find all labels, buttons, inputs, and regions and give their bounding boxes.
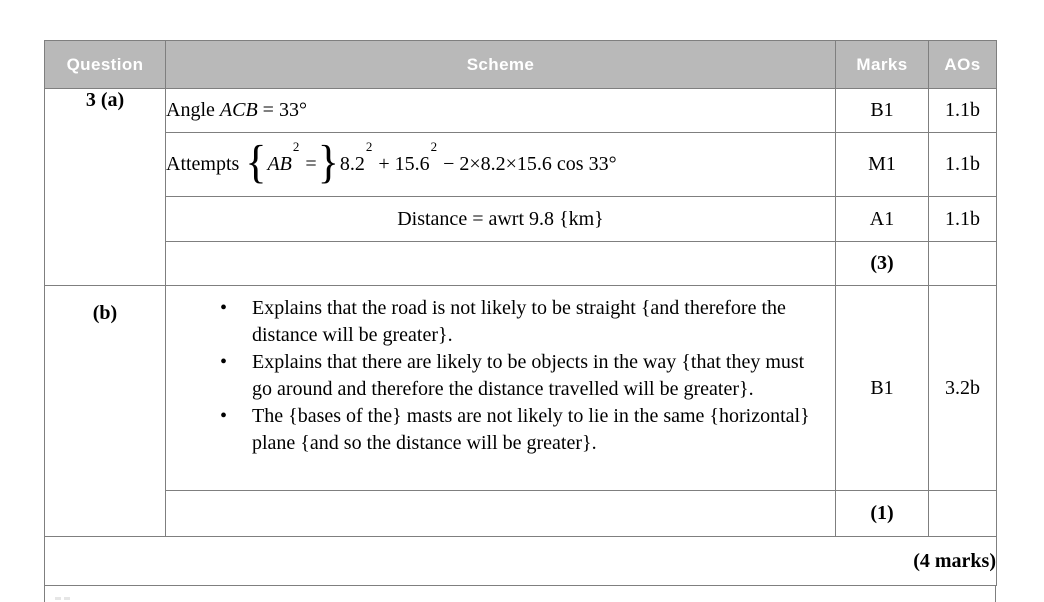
next-row-clipped	[44, 586, 996, 602]
header-aos: AOs	[929, 41, 997, 89]
ao-attempts: 1.1b	[929, 133, 997, 197]
header-row	[45, 41, 997, 89]
formula-term-1: 8.2	[339, 153, 365, 175]
row-angle	[45, 89, 997, 133]
bullet-item	[218, 349, 819, 403]
bullet-item	[218, 295, 819, 349]
bullet-text: Explains that the road is not likely to be straight {and therefore the distance will be greater}.	[252, 297, 786, 346]
ao-distance: 1.1b	[929, 197, 997, 242]
scheme-empty-a	[166, 242, 836, 286]
formula-term-3: − 2×8.2×15.6 cos 33°	[438, 153, 617, 175]
row-part-b	[45, 286, 997, 491]
angle-value: = 33°	[257, 99, 307, 121]
formula-variable: AB	[267, 153, 292, 175]
explanation-bullet-list	[166, 295, 835, 457]
scheme-part-b	[166, 286, 836, 491]
clipped-text-remnant	[64, 597, 70, 600]
angle-prefix: Angle	[166, 99, 220, 121]
row-subtotal-b	[45, 491, 997, 537]
scheme-angle	[166, 89, 836, 133]
subtotal-a: (3)	[836, 242, 929, 286]
mark-scheme-table	[44, 40, 997, 586]
attempts-prefix: Attempts	[166, 153, 245, 175]
header-marks: Marks	[836, 41, 929, 89]
formula-equals: =	[300, 153, 317, 175]
marks-b1-b: B1	[836, 286, 929, 491]
row-subtotal-a	[45, 242, 997, 286]
row-attempts	[45, 133, 997, 197]
bullet-icon: •	[220, 405, 228, 427]
formula-exponent-3: 2	[430, 139, 438, 155]
question-label-b: (b)	[45, 286, 166, 537]
ao-angle: 1.1b	[929, 89, 997, 133]
scheme-distance: Distance = awrt 9.8 {km}	[166, 197, 836, 242]
subtotal-b: (1)	[836, 491, 929, 537]
bullet-text: The {bases of the} masts are not likely to lie in the same {horizontal} plane {and so the distance will be greater}.	[252, 405, 810, 454]
angle-variable: ACB	[219, 99, 258, 121]
row-distance	[45, 197, 997, 242]
bullet-icon: •	[220, 351, 228, 373]
total-marks: (4 marks)	[45, 537, 997, 586]
ao-part-b: 3.2b	[929, 286, 997, 491]
header-question: Question	[45, 41, 166, 89]
header-scheme: Scheme	[166, 41, 836, 89]
ao-empty-b	[929, 491, 997, 537]
bullet-item	[218, 403, 819, 457]
formula-exponent-2: 2	[365, 139, 373, 155]
marks-m1: M1	[836, 133, 929, 197]
question-label-3a: 3 (a)	[45, 89, 166, 286]
formula-exponent-1: 2	[292, 139, 300, 155]
marks-a1: A1	[836, 197, 929, 242]
row-total	[45, 537, 997, 586]
scheme-attempts-formula: Attempts $\{AB^2 =\}8.2^2 + 15.6^2 - 2\times 8.2\times 15.6$ cos 33°	[166, 133, 836, 197]
marks-b1-a: B1	[836, 89, 929, 133]
scheme-empty-b	[166, 491, 836, 537]
clipped-text-remnant	[55, 597, 61, 600]
bullet-text: Explains that there are likely to be objects in the way {that they must go around and therefore the distance travelled will be greater}.	[252, 351, 805, 400]
formula-term-2: + 15.6	[373, 153, 430, 175]
bullet-icon: •	[220, 297, 228, 319]
ao-empty-a	[929, 242, 997, 286]
